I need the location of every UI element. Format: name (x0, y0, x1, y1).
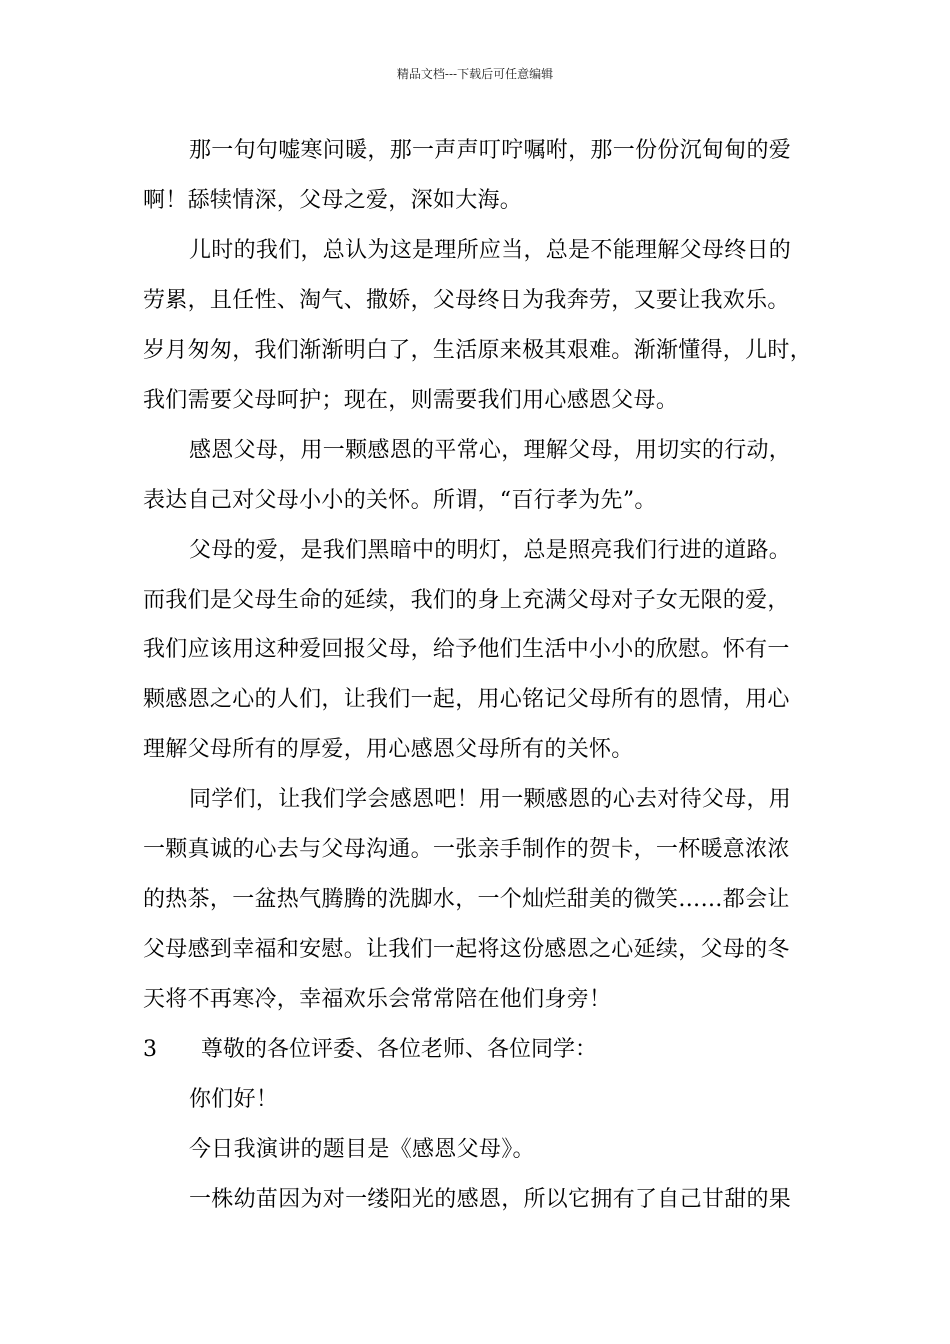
text-line: 理解父母所有的厚爱，用心感恩父母所有的关怀。 (143, 737, 634, 762)
text-line: 那一句句嘘寒问暖，那一声声叮咛嘱咐，那一份份沉甸甸的爱 (189, 138, 792, 163)
text-line: 劳累，且任性、淘气、撒娇，父母终日为我奔劳，又要让我欢乐。 (143, 288, 790, 313)
text-line: 的热茶，一盆热气腾腾的洗脚水，一个灿烂甜美的微笑……都会让 (143, 887, 790, 912)
text-line: 啊！舔犊情深，父母之爱，深如大海。 (143, 188, 523, 213)
speech-greeting: 尊敬的各位评委、各位老师、各位同学： (201, 1037, 598, 1062)
text-line: 一株幼苗因为对一缕阳光的感恩，所以它拥有了自己甘甜的果 (189, 1187, 792, 1212)
text-line: 儿时的我们，总认为这是理所应当，总是不能理解父母终日的 (189, 238, 792, 263)
text-line: 一颗真诚的心去与父母沟通。一张亲手制作的贺卡，一杯暖意浓浓 (143, 837, 790, 862)
text-line: 父母的爱，是我们黑暗中的明灯，总是照亮我们行进的道路。 (189, 538, 792, 563)
text-line: 表达自己对父母小小的关怀。所谓，“百行孝为先”。 (143, 488, 657, 513)
text-line: 而我们是父母生命的延续，我们的身上充满父母对子女无限的爱， (143, 588, 790, 613)
text-line: 你们好！ (189, 1087, 279, 1112)
text-line: 今日我演讲的题目是《感恩父母》。 (189, 1137, 535, 1162)
text-line: 岁月匆匆，我们渐渐明白了，生活原来极其艰难。渐渐懂得，儿时， (143, 338, 813, 363)
text-line: 天将不再寒冷，幸福欢乐会常常陪在他们身旁！ (143, 987, 612, 1012)
text-line: 我们应该用这种爱回报父母，给予他们生活中小小的欣慰。怀有一 (143, 637, 790, 662)
text-line: 同学们，让我们学会感恩吧！用一颗感恩的心去对待父母，用 (189, 787, 792, 812)
page-header: 精品文档---下载后可任意编辑 (396, 67, 554, 81)
text-line: 父母感到幸福和安慰。让我们一起将这份感恩之心延续，父母的冬 (143, 937, 790, 962)
text-line: 我们需要父母呵护；现在，则需要我们用心感恩父母。 (143, 388, 679, 413)
text-line: 颗感恩之心的人们，让我们一起，用心铭记父母所有的恩情，用心 (143, 687, 790, 712)
section-number: 3 (143, 1037, 157, 1062)
text-line: 感恩父母，用一颗感恩的平常心，理解父母，用切实的行动， (189, 438, 792, 463)
